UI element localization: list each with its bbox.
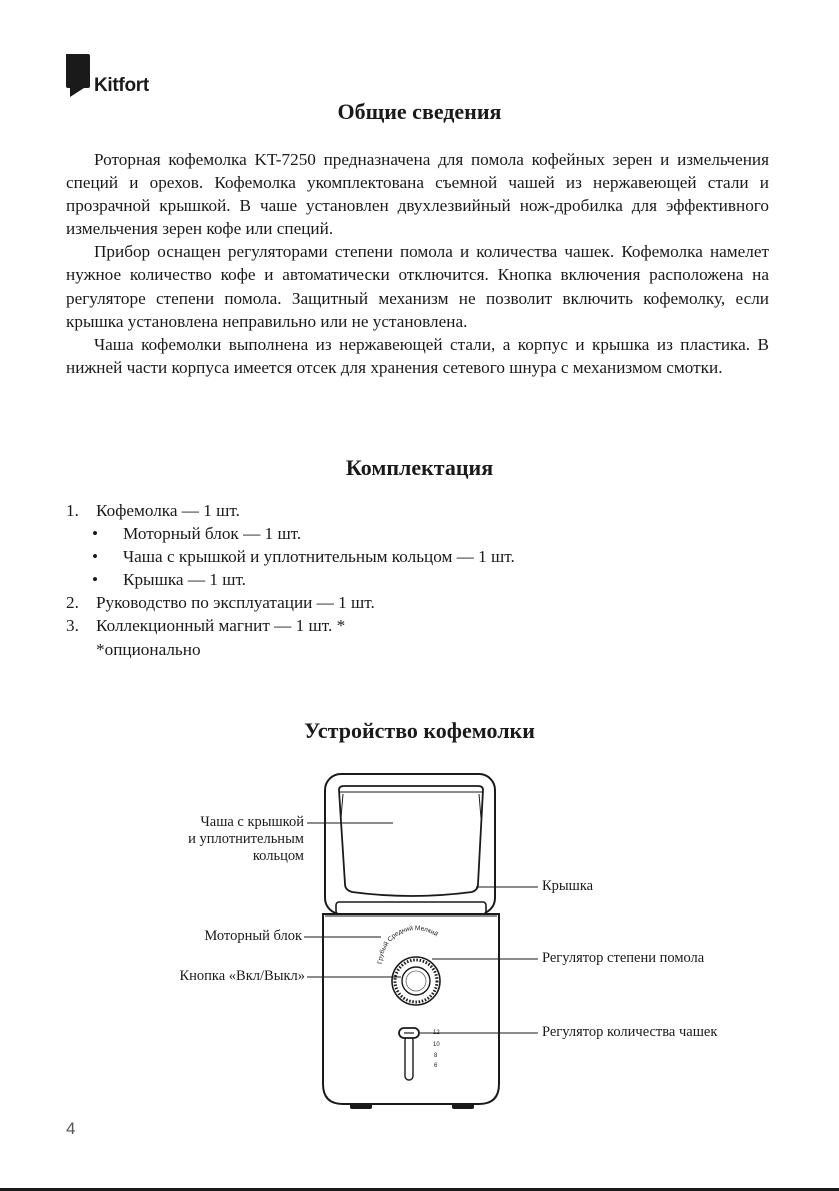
callout-cups: Регулятор количества чашек (542, 1024, 718, 1040)
list-item (66, 591, 766, 614)
list-item-text: Крышка — 1 шт. (123, 570, 246, 590)
brand-logo (64, 52, 174, 100)
callout-button: Кнопка «Вкл/Выкл» (179, 968, 305, 984)
list-item-text: Моторный блок — 1 шт. (123, 524, 302, 544)
footnote-text: *опционально (96, 639, 201, 659)
bullet: • (92, 547, 99, 567)
list-number: 3. (66, 616, 79, 636)
list-item-text: Коллекционный магнит — 1 шт. * (96, 616, 346, 636)
callout-lid: Крышка (542, 878, 594, 894)
list-subitem (66, 522, 766, 545)
list-item-text: Чаша с крышкой и уплотнительным кольцом — 1 шт. (123, 547, 515, 567)
list-item (66, 614, 766, 637)
paragraph: Прибор оснащен регуляторами степени помола и количества чашек. Кофемолка намелет нужное количество кофе и автоматически отключится. Кнопка включения расположена на регуляторе степени помола. Защитный механизм не позволит включить кофемолку, если крышка установлена неправильно или не установлена. (66, 242, 769, 331)
cup-mark: 8 (434, 1053, 438, 1059)
coffee-grinder-illustration (0, 760, 839, 1120)
bullet: • (92, 570, 99, 590)
paragraph: Роторная кофемолка KT-7250 предназначена для помола кофейных зерен и измельчения специй и орехов. Кофемолка укомплектована съемной чашей из нержавеющей стали и прозрачной крышкой. В чаше установлен двухлезвийный нож-дробилка для эффективного измельчения зерен кофе или специй. (66, 150, 769, 239)
paragraph: Чаша кофемолки выполнена из нержавеющей стали, а корпус и крышка из пластика. В нижней части корпуса имеется отсек для хранения сетевого шнура с механизмом смотки. (66, 334, 769, 377)
callout-grind: Регулятор степени помола (542, 950, 705, 966)
device-diagram (0, 760, 839, 1120)
grind-dial-shape (392, 957, 440, 1005)
dial-text: Грубый Средний Мелкий (376, 924, 440, 965)
list-subitem (66, 545, 766, 568)
seal-ring-shape (336, 902, 486, 914)
footnote (66, 638, 766, 661)
cup-mark: 12 (433, 1030, 440, 1036)
brand-name: Kitfort (94, 75, 149, 96)
list-number: 1. (66, 501, 79, 520)
section-title-kit: Комплектация (345, 455, 494, 480)
list-subitem (66, 568, 766, 591)
list-item-text: Руководство по эксплуатации — 1 шт. (96, 593, 375, 613)
general-text (66, 148, 769, 379)
section-title-general: Общие сведения (337, 99, 502, 124)
section-title-device: Устройство кофемолки (304, 718, 535, 743)
list-item (66, 499, 766, 522)
kitfort-logo-icon (64, 52, 92, 98)
page-number: 4 (66, 1119, 76, 1138)
cup-mark: 10 (433, 1042, 440, 1048)
cup-mark: 6 (434, 1063, 438, 1069)
bowl-shape (339, 786, 483, 896)
list-number: 2. (66, 593, 79, 613)
callout-motor: Моторный блок (204, 928, 302, 944)
bullet: • (92, 524, 99, 544)
callout-bowl: Чаша с крышкой и уплотнительным кольцом (188, 814, 304, 864)
kit-list (66, 499, 766, 661)
list-item-text: Кофемолка — 1 шт. (96, 501, 240, 520)
